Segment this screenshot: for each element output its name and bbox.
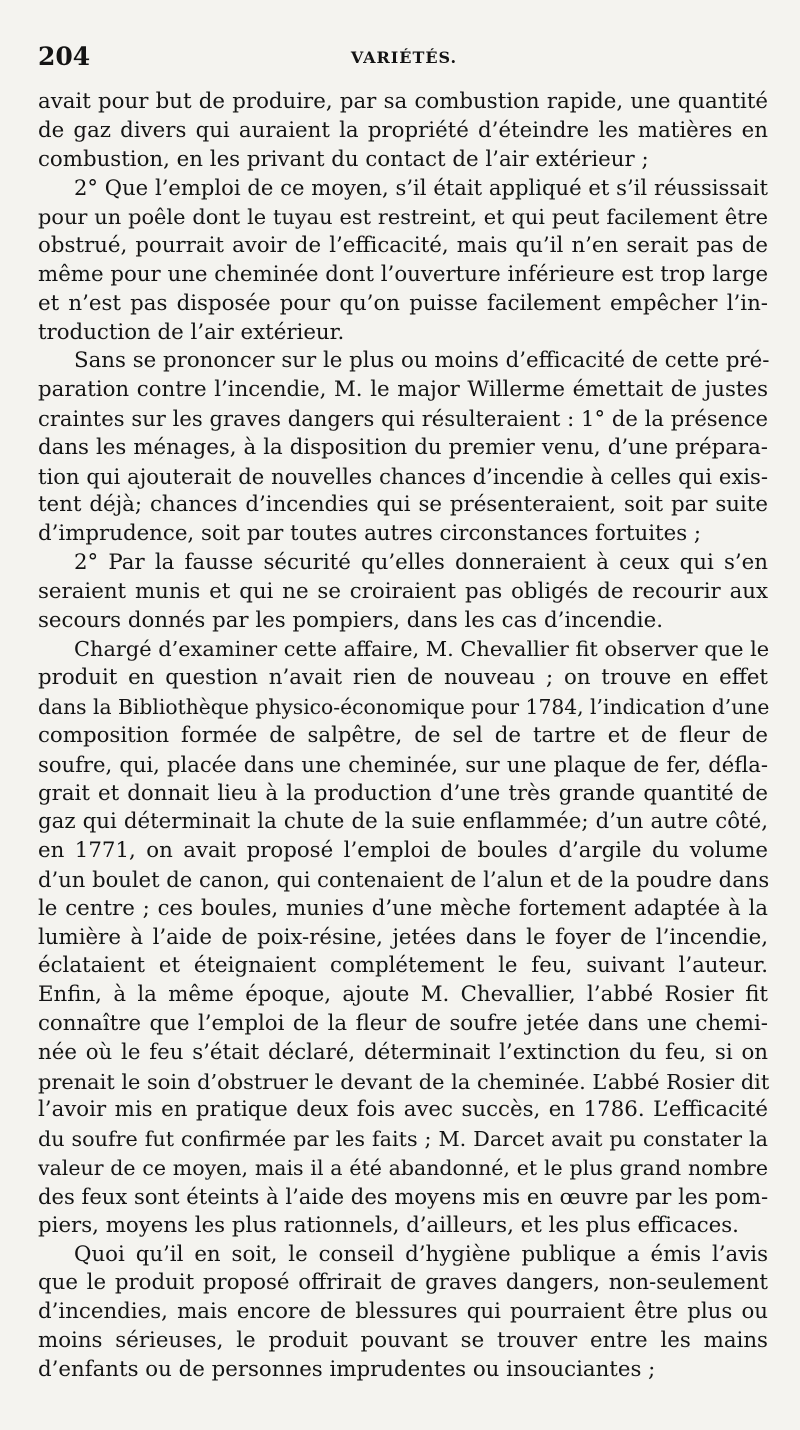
text-line: valeur de ce moyen, mais il a été abandonné, et le plus grand nombre — [38, 1156, 768, 1181]
text-line: d’incendies, mais encore de blessures qui pourraient être plus ou — [38, 1299, 768, 1325]
text-line: composition formée de salpêtre, de sel de tartre et de fleur de — [38, 722, 768, 748]
text-line: troduction de l’air extérieur. — [38, 319, 345, 345]
text-line: en 1771, on avait proposé l’emploi de boules d’argile du volume — [38, 838, 768, 864]
text-line: soufre, qui, placée dans une cheminée, sur une plaque de fer, défla- — [38, 751, 768, 777]
text-line: Quoi qu’il en soit, le conseil d’hygiène publique a émis l’avis — [74, 1241, 768, 1267]
text-line: éclataient et éteignaient complétement le feu, suivant l’auteur. — [38, 953, 768, 979]
text-line: Enfin, à la même époque, ajoute M. Chevallier, l’abbé Rosier fit — [38, 982, 768, 1008]
text-line: que le produit proposé offrirait de graves dangers, non-seulement — [38, 1270, 768, 1296]
text-line: seraient munis et qui ne se croiraient pas obligés de recourir aux — [38, 578, 768, 604]
text-line: et n’est pas disposée pour qu’on puisse facilement empêcher l’in- — [38, 290, 768, 316]
text-line: tion qui ajouterait de nouvelles chances d’incendie à celles qui exis- — [38, 463, 768, 489]
page-header — [38, 42, 770, 76]
page-number: 204 — [38, 42, 91, 71]
text-line: avait pour but de produire, par sa combustion rapide, une quantité — [38, 89, 768, 114]
text-line: dans les ménages, à la disposition du premier venu, d’une prépara- — [38, 434, 768, 460]
text-line: 2° Par la fausse sécurité qu’elles donneraient à ceux qui s’en — [74, 550, 768, 575]
text-line: même pour une cheminée dont l’ouverture inférieure est trop large — [38, 261, 769, 287]
text-line: née où le feu s’était déclaré, déterminait l’extinction du feu, si on — [38, 1039, 768, 1065]
text-line: tent déjà; chances d’incendies qui se présenteraient, soit par suite — [38, 492, 768, 518]
text-line: gaz qui déterminait la chute de la suie enflammée; d’un autre côté, — [38, 809, 768, 835]
text-line: le centre ; ces boules, munies d’une mèche fortement adaptée à la — [38, 895, 768, 921]
text-line: obstrué, pourrait avoir de l’efficacité, mais qu’il n’en serait pas de — [38, 233, 768, 259]
text-line: du soufre fut confirmée par les faits ; M. Darcet avait pu constater la — [38, 1127, 768, 1152]
text-line: Sans se prononcer sur le plus ou moins d’efficacité de cette pré- — [74, 348, 770, 374]
text-line: prenait le soin d’obstruer le devant de la cheminée. L’abbé Rosier dit — [38, 1069, 770, 1094]
text-line: dans la Bibliothèque physico-économique pour 1784, l’indication d’une — [38, 695, 770, 720]
text-line: produit en question n’avait rien de nouveau ; on trouve en effet — [38, 665, 768, 691]
text-line: craintes sur les graves dangers qui résulteraient : 1° de la présence — [38, 405, 768, 431]
text-line: paration contre l’incendie, M. le major Willerme émettait de justes — [38, 377, 768, 403]
text-line: 2° Que l’emploi de ce moyen, s’il était appliqué et s’il réussissait — [74, 175, 768, 201]
text-line: connaître que l’emploi de la fleur de soufre jetée dans une chemi- — [38, 1011, 768, 1036]
text-line: lumière à l’aide de poix-résine, jetées dans le foyer de l’incendie, — [38, 924, 768, 950]
text-line: grait et donnait lieu à la production d’une très grande quantité de — [38, 780, 768, 806]
text-line: moins sérieuses, le produit pouvant se trouver entre les mains — [38, 1327, 768, 1353]
text-line: d’imprudence, soit par toutes autres circonstances fortuites ; — [38, 521, 702, 547]
running-title: VARIÉTÉS. — [350, 48, 458, 67]
body-text — [38, 88, 768, 1385]
text-line: combustion, en les privant du contact de l’air extérieur ; — [38, 146, 649, 172]
text-line: Chargé d’examiner cette affaire, M. Chevallier fit observer que le — [74, 637, 770, 662]
text-line: pour un poêle dont le tuyau est restreint, et qui peut facilement être — [38, 205, 768, 230]
text-line: piers, moyens les plus rationnels, d’ailleurs, et les plus efficaces. — [38, 1212, 739, 1238]
text-line: d’un boulet de canon, qui contenaient de l’alun et de la poudre dans — [38, 866, 770, 892]
text-line: secours donnés par les pompiers, dans les cas d’incendie. — [38, 607, 663, 633]
text-line: d’enfants ou de personnes imprudentes ou insouciantes ; — [38, 1356, 656, 1382]
text-line: l’avoir mis en pratique deux fois avec succès, en 1786. L’efficacité — [38, 1097, 768, 1123]
text-line: de gaz divers qui auraient la propriété d’éteindre les matières en — [38, 117, 768, 143]
text-line: des feux sont éteints à l’aide des moyens mis en œuvre par les pom- — [38, 1183, 769, 1209]
